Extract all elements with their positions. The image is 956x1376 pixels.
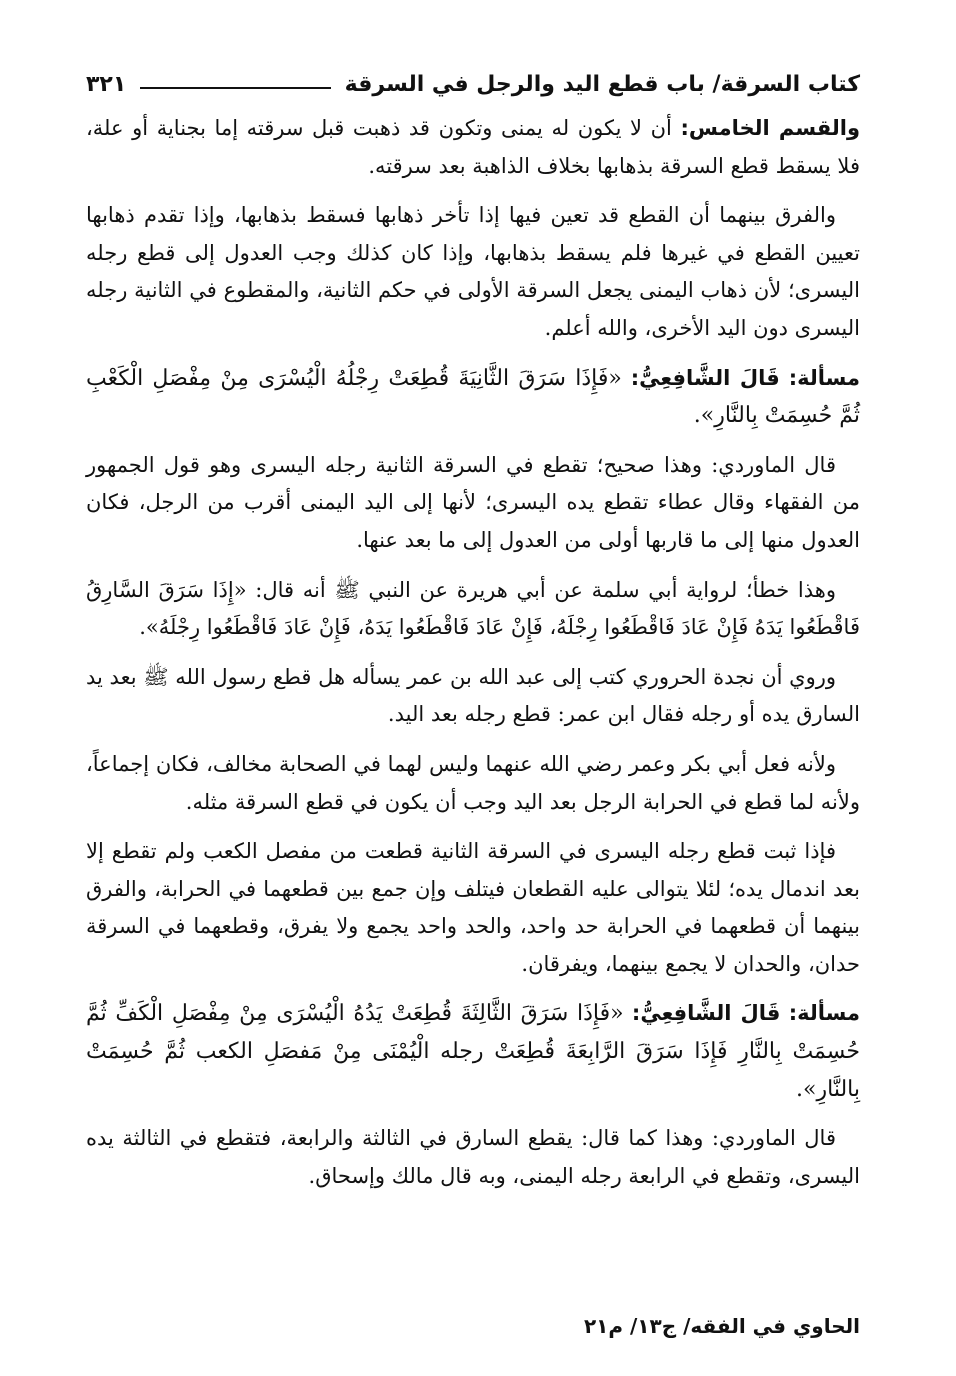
shafii-quote: «فَإِذَا سَرَقَ الثَّالِثَةَ قُطِعَتْ يَدُهُ الْيُسْرَى مِنْ مِفْصَلِ الْكَفِّ ثُمَّ حُسِمَتْ بِالنَّارِ فَإِذَا سَرَقَ الرَّابِعَةَ قُطِعَتْ رجله الْيُمْنَى مِنْ مَفصَلِ الكعب ثُمَّ حُسِمَتْ بِالنَّارِ».	[86, 1001, 860, 1102]
shafii-quote: «فَإِذَا سَرَقَ الثَّانِيَةَ قُطِعَتْ رِجْلُهُ الْيُسْرَى مِنْ مِفْصَلِ الْكَعْبِ ثُمَّ حُسِمَتْ بِالنَّارِ».	[86, 365, 860, 429]
paragraph-text: ولأنه فعل أبي بكر وعمر رضي الله عنهما وليس لهما في الصحابة مخالف، فكان إجماعاً، ولأنه لما قطع في الحرابة الرجل بعد اليد وجب أن يكون في قطع السرقة مثله.	[86, 751, 860, 814]
paragraph-consensus	[86, 746, 860, 821]
paragraph-fifth-section	[86, 110, 860, 185]
shafii-label: قَالَ الشَّافِعِيُّ:	[630, 365, 780, 390]
page-number: ٣٢١	[86, 71, 127, 97]
issue-label: مسألة:	[788, 1001, 860, 1026]
shafii-label: قَالَ الشَّافِعِيُّ:	[631, 1001, 781, 1026]
paragraph-text: والفرق بينهما أن القطع قد تعين فيها إذا تأخر ذهابها فسقط بذهابها، وإذا تقدم ذهابها تعيين القطع في غيرها فلم يسقط بذهابها، وإذا كان كذلك وجب العدول إلى قطع رجله اليسرى؛ لأن ذهاب اليمنى يجعل السرقة الأولى في حكم الثانية، والمقطوع في الثانية رجله اليسرى دون اليد الأخرى، والله أعلم.	[86, 203, 860, 340]
paragraph-text: قال الماوردي: وهذا كما قال: يقطع السارق في الثالثة والرابعة، فتقطع في الثالثة يده اليسرى، وتقطع في الرابعة رجله اليمنى، وبه قال مالك وإسحاق.	[86, 1126, 860, 1188]
issue-label: مسألة:	[788, 365, 860, 390]
paragraph-mawardi-2	[86, 1120, 860, 1195]
paragraph-lead: والقسم الخامس:	[680, 116, 860, 140]
paragraph-text: قال الماوردي: وهذا صحيح؛ تقطع في السرقة الثانية رجله اليسرى وهو قول الجمهور من الفقهاء وقال عطاء تقطع يده اليسرى؛ لأنها إلى اليد اليمنى أقرب من الرجل، فكان العدول منها إلى ما قاربها أولى من العدول إلى ما بعد عنها.	[86, 452, 860, 552]
paragraph-text: فإذا ثبت قطع رجله اليسرى في السرقة الثانية قطعت من مفصل الكعب ولم تقطع إلا بعد اندمال يده؛ لئلا يتوالى عليه القطعان فيتلف وإن جمع بين قطعهما في الحرابة، والفرق بينهما أن قطعهما في الحرابة حد واحد، والحد واحد يجمع ولا يفرق، وقطعهما في السرقة حدان، والحدان لا يجمع بينهما، ويفرقان.	[86, 839, 860, 976]
paragraph-issue-second-theft	[86, 360, 860, 435]
page-footer: الحاوي في الفقه/ ج١٣/ م٢١	[583, 1314, 860, 1338]
header-rule	[140, 87, 330, 89]
paragraph-text: وهذا خطأ؛ لرواية أبي سلمة عن أبي هريرة عن النبي ﷺ أنه قال: «إِذَا سَرَقَ السَّارِقُ فَاقْطَعُوا يَدَهُ فَإِنْ عَادَ فَاقْطَعُوا رِجْلَهُ، فَإِنْ عَادَ فَاقْطَعُوا يَدَهُ، فَإِنْ عَادَ فَاقْطَعُوا رِجْلَهُ».	[86, 577, 860, 640]
paragraph-hadith	[86, 572, 860, 647]
paragraph-issue-third-theft	[86, 995, 860, 1108]
paragraph-najda	[86, 659, 860, 734]
paragraph-mawardi-1	[86, 447, 860, 560]
paragraph-ankle-cut	[86, 833, 860, 983]
paragraph-difference	[86, 197, 860, 347]
paragraph-text: أن لا يكون له يمنى وتكون قد ذهبت قبل سرقته إما بجناية أو علة، فلا يسقط قطع السرقة بذهابها بخلاف الذاهبة بعد سرقته.	[86, 116, 860, 178]
paragraph-text: وروي أن نجدة الحروري كتب إلى عبد الله بن عمر يسأله هل قطع رسول الله ﷺ بعد يد السارق يده أو رجله فقال ابن عمر: قطع رجله بعد اليد.	[86, 664, 860, 727]
chapter-title: كتاب السرقة/ باب قطع اليد والرجل في السرقة	[344, 71, 860, 97]
running-header	[86, 64, 860, 104]
